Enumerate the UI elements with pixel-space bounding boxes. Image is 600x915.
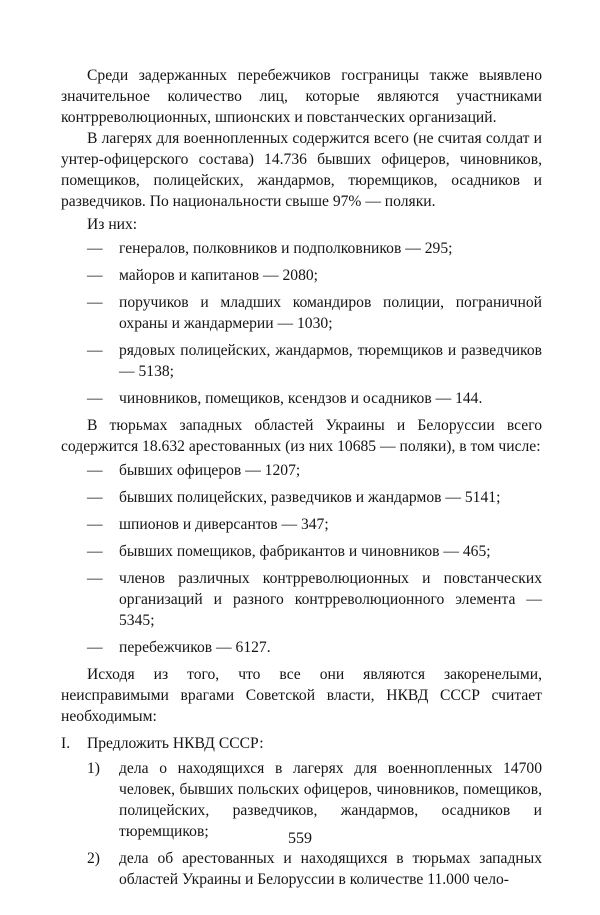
paragraph-conclusion: Исходя из того, что все они являются закоренелыми, неисправимыми врагами Советской власти, НКВД СССР считает необходимым: (61, 666, 542, 725)
dash-marker: — (87, 462, 103, 479)
item-number: 2) (87, 850, 100, 867)
item-number: 1) (87, 760, 100, 777)
list-item: — бывших полицейских, разведчиков и жандармов — 5141; (87, 489, 501, 506)
list-item: — шпионов и диверсантов — 347; (87, 516, 329, 533)
dash-marker: — (87, 489, 103, 506)
prisons-breakdown-list (61, 460, 542, 658)
dash-marker: — (87, 516, 103, 533)
numbered-item (61, 848, 542, 890)
dash-marker: — (87, 390, 103, 407)
dash-marker: — (87, 342, 103, 359)
list-item: — членов различных контрреволюционных и повстанческих организаций и разного контрреволюционного элемента — 5345; (87, 570, 542, 629)
list-item: — рядовых полицейских, жандармов, тюремщиков и разведчиков — 5138; (87, 342, 542, 380)
list-item: — майоров и капитанов — 2080; (87, 267, 319, 284)
dash-marker: — (87, 267, 103, 284)
list-item: — поручиков и младших командиров полиции, пограничной охраны и жандармерии — 1030; (87, 294, 542, 332)
paragraph-prisons: В тюрьмах западных областей Украины и Белоруссии всего содержится 18.632 арестованных (из них 10685 — поляки), в том числе: (61, 417, 542, 455)
item-text: дела об арестованных и находящихся в тюрьмах западных областей Украины и Белоруссии в количестве 11.000 чело- (119, 850, 542, 888)
section-marker: I. (61, 735, 71, 752)
item-text: дела о находящихся в лагерях для военнопленных 14700 человек, бывших польских офицеров, чиновников, помещиков, полицейских, разведчиков, жандармов, осадников и тюремщиков; (119, 760, 542, 840)
dash-marker: — (87, 294, 103, 311)
section-heading (61, 733, 542, 754)
dash-marker: — (87, 570, 103, 587)
list-intro: Из них: (87, 216, 138, 233)
paragraph-camps: В лагерях для военнопленных содержится всего (не считая солдат и унтер-офицерского состава) 14.736 бывших офицеров, чиновников, помещиков, полицейских, жандармов, тюремщиков, осадников и разведчиков. По национальности свыше 97% — поляки. (61, 130, 542, 210)
list-item: — бывших помещиков, фабрикантов и чиновников — 465; (87, 543, 491, 560)
list-item: — чиновников, помещиков, ксендзов и осадников — 144. (87, 390, 483, 407)
camps-breakdown-list (61, 238, 542, 409)
list-item: — бывших офицеров — 1207; (87, 462, 301, 479)
body-text (61, 65, 542, 896)
dash-marker: — (87, 639, 103, 656)
dash-marker: — (87, 543, 103, 560)
list-item: — генералов, полковников и подполковников — 295; (87, 240, 453, 257)
page-number: 559 (288, 830, 312, 847)
dash-marker: — (87, 240, 103, 257)
list-item: — перебежчиков — 6127. (87, 639, 271, 656)
paragraph-defectors: Среди задержанных перебежчиков госграницы также выявлено значительное количество лиц, которые являются участниками контрреволюционных, шпионских и повстанческих организаций. (61, 67, 542, 126)
section-title: Предложить НКВД СССР: (87, 735, 264, 752)
